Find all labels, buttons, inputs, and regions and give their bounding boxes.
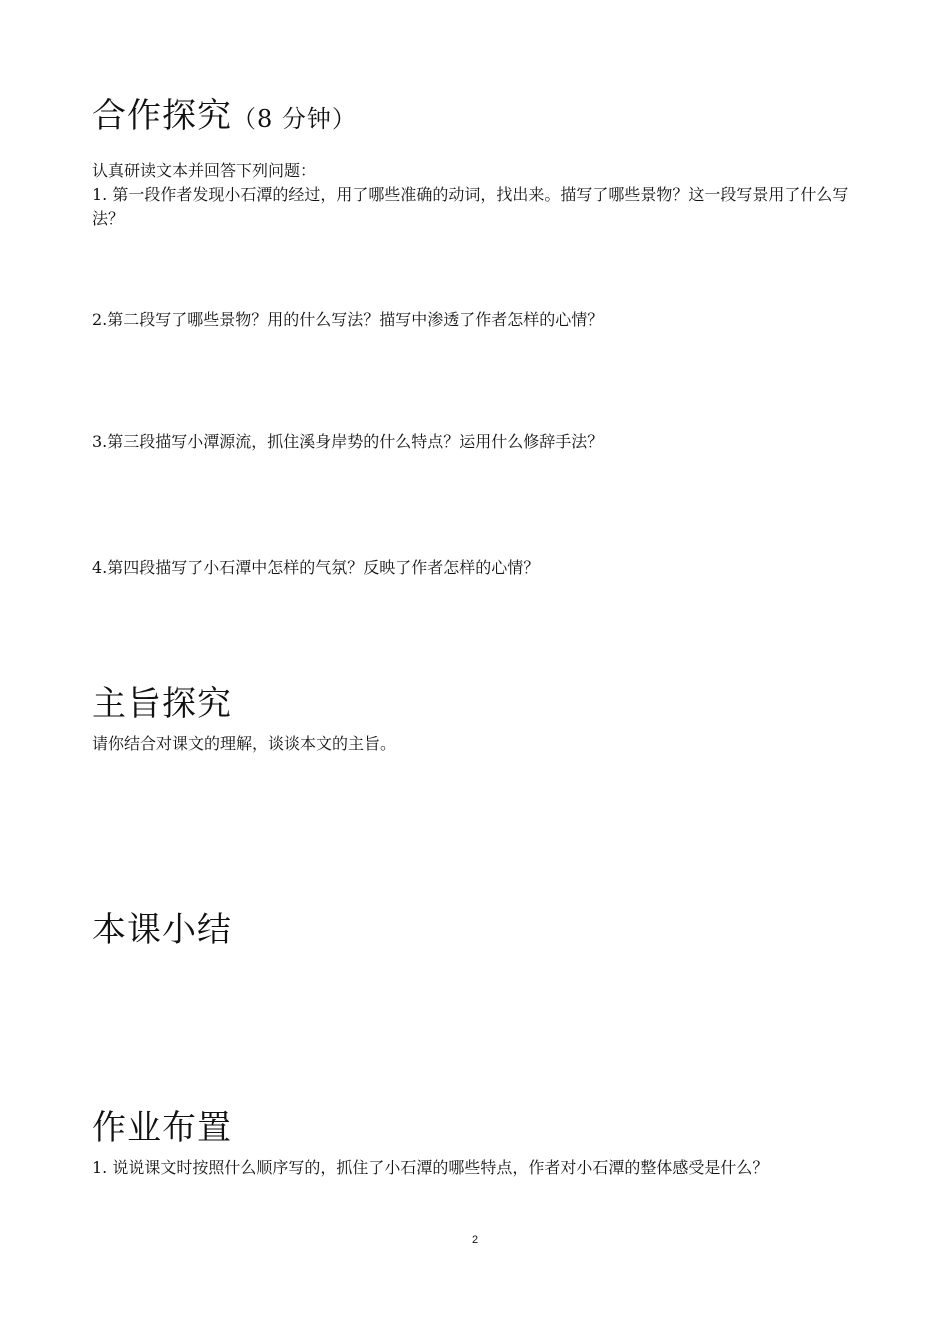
section-title-homework: 作业布置	[92, 1108, 232, 1148]
coop-question-1: 1. 第一段作者发现小石潭的经过，用了哪些准确的动词，找出来。描写了哪些景物？这一段写景用了什么写法？	[92, 185, 849, 228]
coop-question-2: 2.第二段写了哪些景物？用的什么写法？描写中渗透了作者怎样的心情？	[92, 310, 604, 329]
section-title-duration: （8 分钟）	[232, 105, 357, 133]
theme-prompt: 请你结合对课文的理解，谈谈本文的主旨。	[92, 734, 397, 753]
coop-question-4: 4.第四段描写了小石潭中怎样的气氛？反映了作者怎样的心情？	[92, 558, 540, 577]
coop-intro: 认真研读文本并回答下列问题：	[92, 161, 317, 180]
homework-question-1: 1. 说说课文时按照什么顺序写的，抓住了小石潭的哪些特点，作者对小石潭的整体感受是什么？	[92, 1158, 769, 1177]
section-title-cooperative-inquiry	[92, 96, 357, 139]
section-title-theme: 主旨探究	[92, 684, 232, 724]
coop-question-3: 3.第三段描写小潭源流，抓住溪身岸势的什么特点？运用什么修辞手法？	[92, 432, 604, 451]
section-title-text: 合作探究	[92, 96, 232, 136]
section-title-summary: 本课小结	[92, 910, 232, 950]
page-number: 2	[471, 1234, 479, 1246]
